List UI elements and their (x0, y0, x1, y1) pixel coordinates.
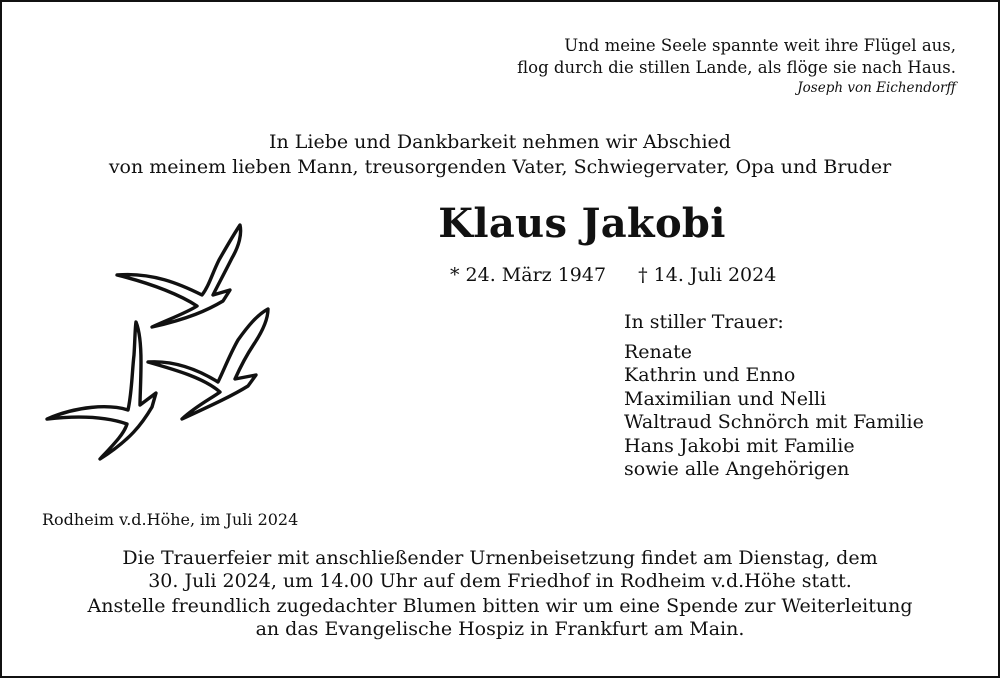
place-date: Rodheim v.d.Höhe, im Juli 2024 (42, 510, 299, 529)
mourner-entry: sowie alle Angehörigen (624, 458, 850, 480)
donation-line: Anstelle freundlich zugedachter Blumen bitten wir um eine Spende zur Weiterleitung (87, 595, 913, 617)
poem-quote (517, 35, 956, 97)
birth-date: * 24. März 1947 (450, 264, 607, 286)
death-date: † 14. Juli 2024 (638, 264, 777, 286)
flying-birds-icon (42, 222, 282, 472)
mourners-heading: In stiller Trauer: (624, 311, 784, 333)
funeral-line: Die Trauerfeier mit anschließender Urnenbeisetzung findet am Dienstag, dem (122, 547, 878, 569)
intro-line: von meinem lieben Mann, treusorgenden Vater, Schwiegervater, Opa und Bruder (108, 156, 892, 178)
mourner-entry: Kathrin und Enno (624, 364, 796, 386)
funeral-information (2, 547, 998, 641)
bird-icon (47, 322, 156, 459)
donation-line: an das Evangelische Hospiz in Frankfurt am Main. (255, 618, 745, 640)
mourner-entry: Hans Jakobi mit Familie (624, 434, 855, 457)
quote-line: Und meine Seele spannte weit ihre Flügel aus, (564, 36, 956, 55)
funeral-line: 30. Juli 2024, um 14.00 Uhr auf dem Friedhof in Rodheim v.d.Höhe statt. (148, 570, 852, 592)
mourner-entry: Maximilian und Nelli (624, 387, 827, 410)
quote-author: Joseph von Eichendorff (797, 80, 956, 96)
deceased-name: Klaus Jakobi (438, 200, 726, 247)
mourners-list (624, 311, 924, 482)
life-dates (450, 264, 776, 286)
bird-icon (117, 225, 241, 327)
mourner-entry: Renate (624, 340, 692, 363)
farewell-intro (2, 130, 998, 180)
intro-line: In Liebe und Dankbarkeit nehmen wir Abschied (269, 131, 731, 153)
bird-icon (148, 309, 268, 419)
mourner-entry: Waltraud Schnörch mit Familie (624, 411, 924, 433)
quote-line: flog durch die stillen Lande, als flöge sie nach Haus. (517, 58, 956, 77)
